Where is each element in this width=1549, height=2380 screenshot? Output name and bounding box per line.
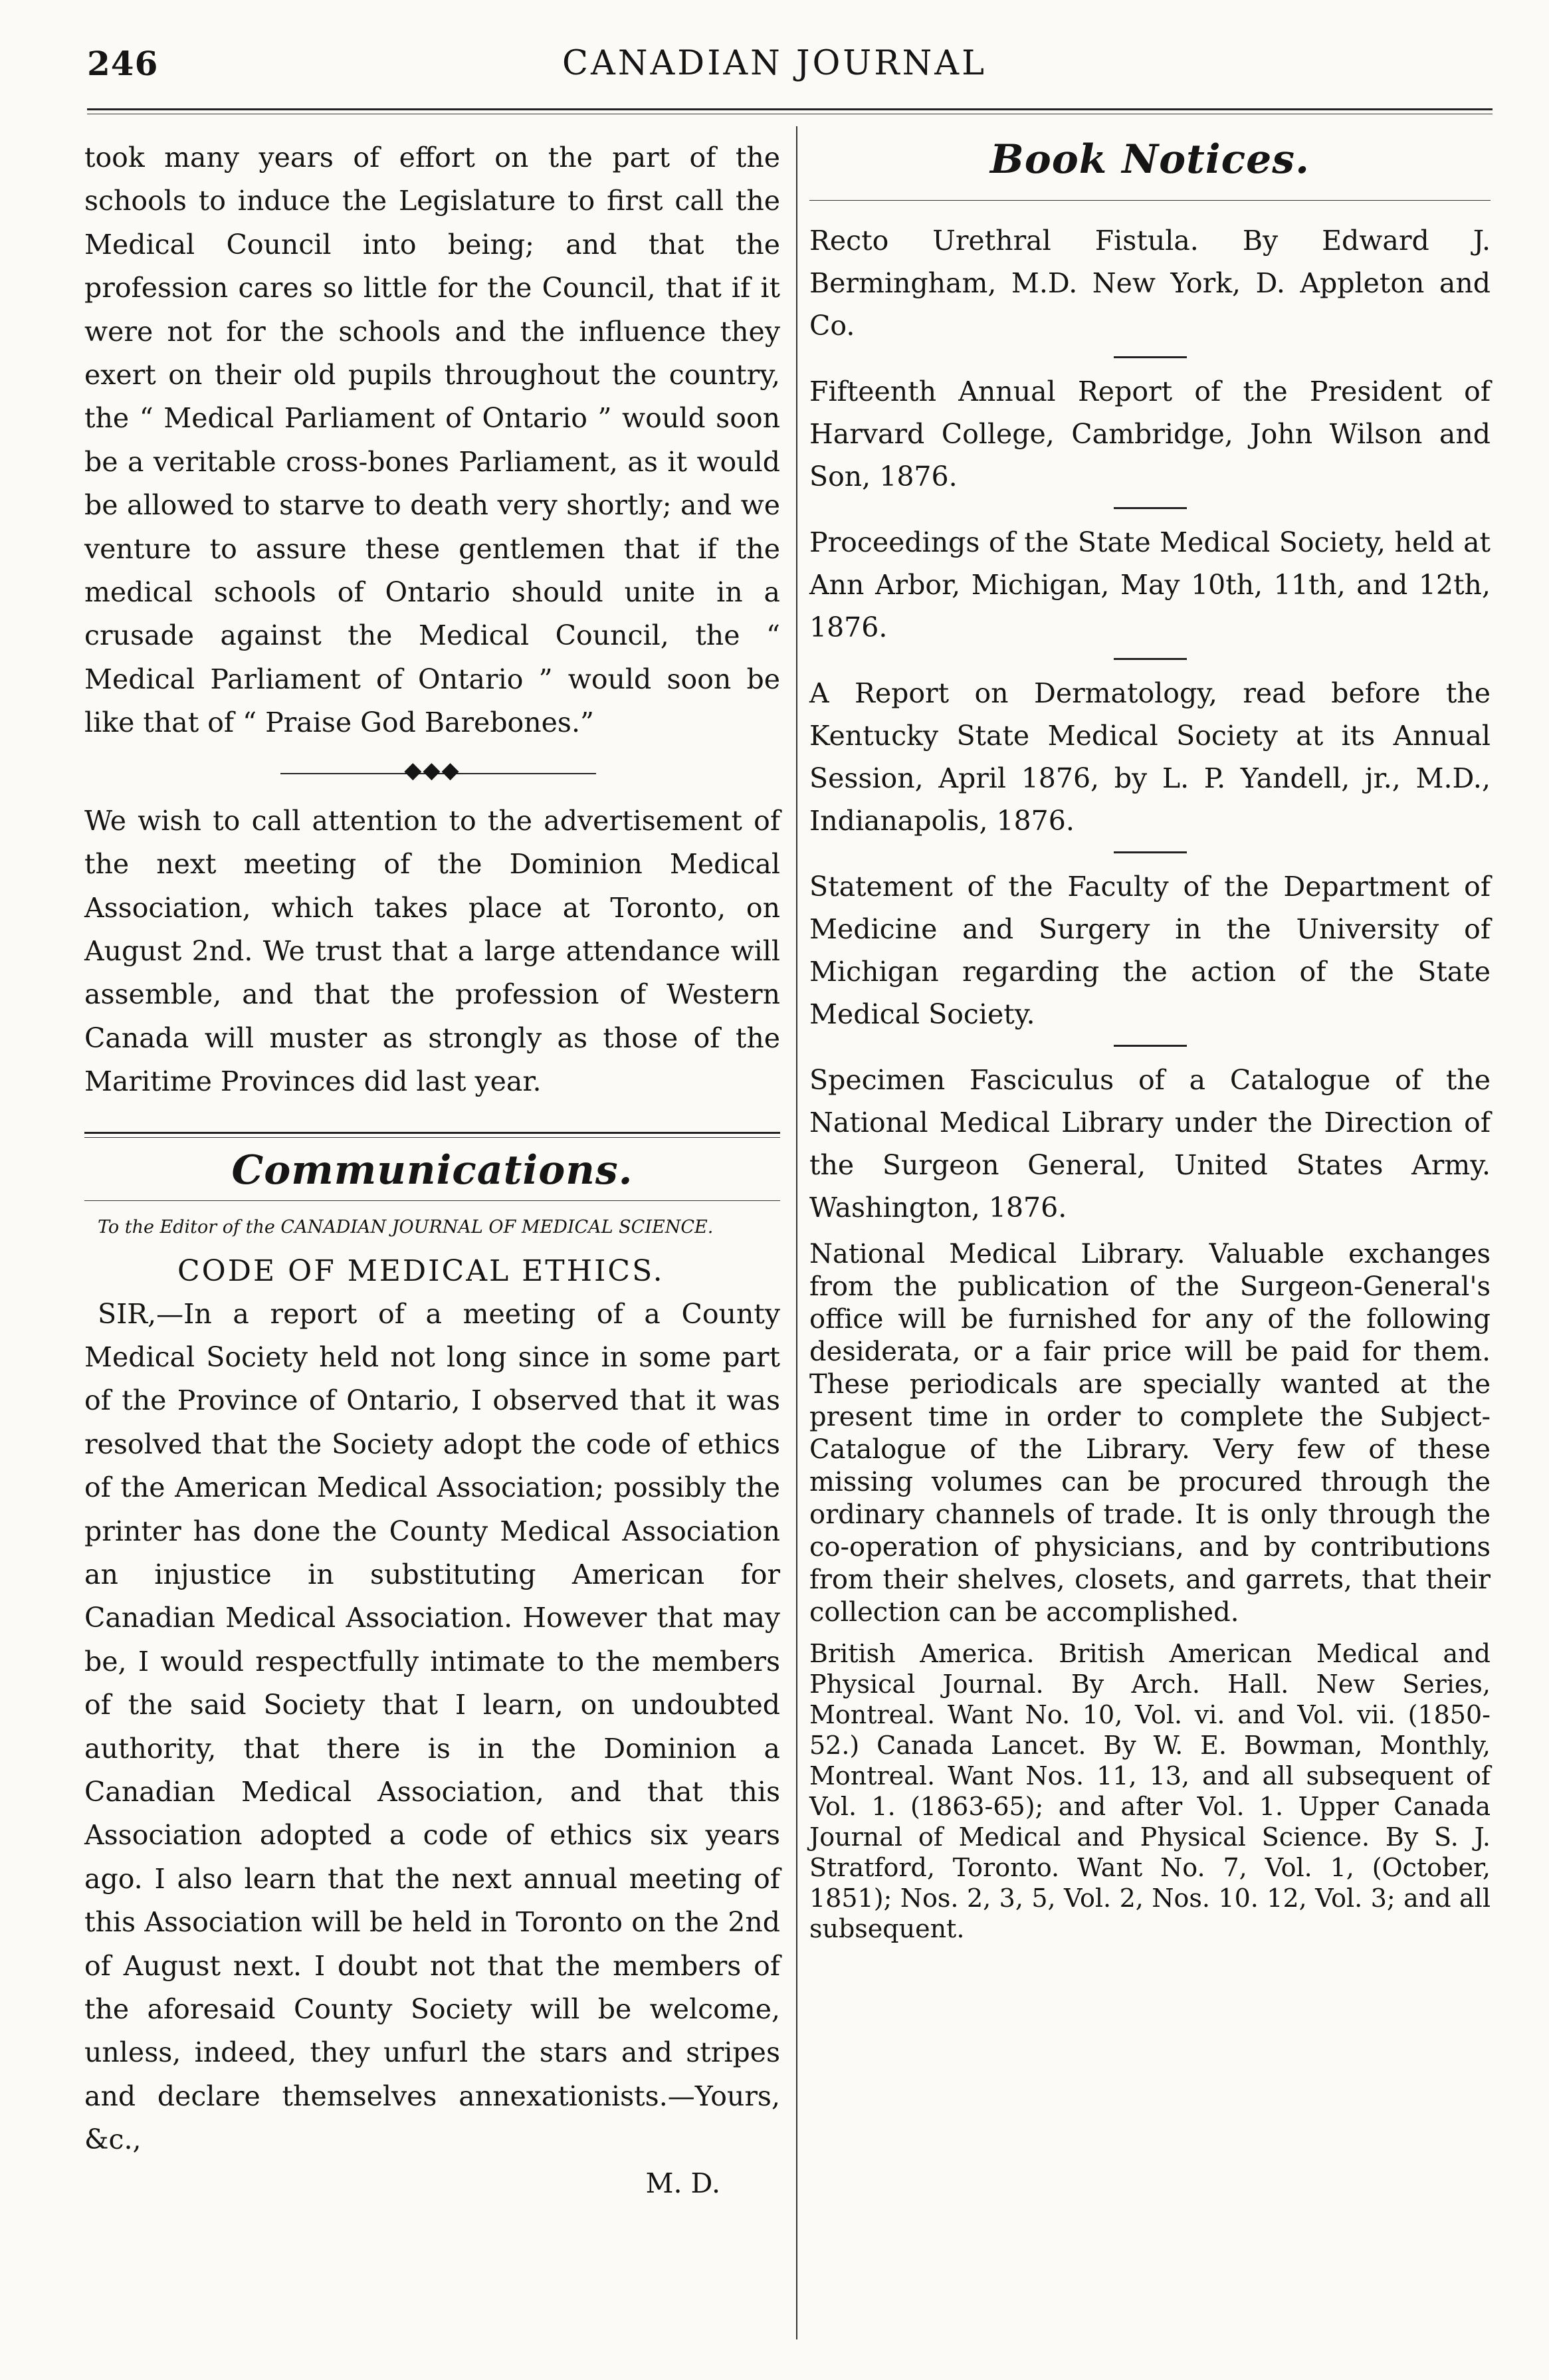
letter-signature: M. D. xyxy=(645,2167,720,2199)
notice-separator xyxy=(1114,1045,1187,1047)
right-column xyxy=(809,136,1491,1944)
notice-british-america: British America. British American Medical and Physical Journal. By Arch. Hall. New Series, Montreal. Want No. 10, Vol. vi. and Vol. vii. (1850-52.) Canada Lancet. By W. E. Bowman, Monthly, Montreal. Want Nos. 11, 13, and all subsequent of Vol. 1. (1863-65); and after Vol. 1. Upper Canada Journal of Medical and Physical Science. By S. J. Stratford, Toronto. Want No. 7, Vol. 1, (October, 1851); Nos. 2, 3, 5, Vol. 2, Nos. 10. 12, Vol. 3; and all subsequent. xyxy=(809,1639,1491,1943)
page-header xyxy=(0,44,1549,97)
article-title: CODE OF MEDICAL ETHICS. xyxy=(177,1253,665,1288)
notice-michigan-statement: Statement of the Faculty of the Department of Medicine and Surgery in the University of Michigan regarding the action of the State Medical Society. xyxy=(809,871,1491,1030)
book-notices-rule xyxy=(809,200,1491,201)
notice-separator xyxy=(1114,851,1187,853)
ornament-glyph: ◆◆◆ xyxy=(404,756,461,784)
page-number: 246 xyxy=(87,44,159,83)
notice-michigan-proceedings: Proceedings of the State Medical Society, held at Ann Arbor, Michigan, May 10th, 11th, and 12th, 1876. xyxy=(809,526,1491,643)
column-divider xyxy=(796,126,797,2339)
running-head: CANADIAN JOURNAL xyxy=(562,44,987,83)
left-column xyxy=(84,136,780,2205)
letter-body: SIR,—In a report of a meeting of a County Medical Society held not long since in some part of the Province of Ontario, I observed that it was resolved that the Society adopt the code of ethics of the American Medical Association; possibly the printer has done the County Medical Association an injustice in substituting American for Canadian Medical Association. However that may be, I would respectfully intimate to the members of the said Society that I learn, on undoubted authority, that there is in the Dominion a Canadian Medical Association, and that this Association adopted a code of ethics six years ago. I also learn that the next annual meeting of this Association will be held in Toronto on the 2nd of August next. I doubt not that the members of the aforesaid County Society will be welcome, unless, indeed, they unfurl the stars and stripes and declare themselves annexationists.—Yours, &c., xyxy=(84,1297,780,2156)
notice-national-medical-library: National Medical Library. Valuable exchanges from the publication of the Surgeon-General's office will be furnished for any of the following desiderata, or a fair price will be paid for them. These periodicals are specially wanted at the present time in order to complete the Subject-Catalogue of the Library. Very few of these missing volumes can be procured through the ordinary channels of trade. It is only through the co-operation of physicians, and by contributions from their shelves, closets, and garrets, that their collection can be accomplished. xyxy=(809,1239,1491,1628)
notice-specimen-fasciculus: Specimen Fasciculus of a Catalogue of the National Medical Library under the Direction of the Surgeon General, United States Army. Washington, 1876. xyxy=(809,1064,1491,1224)
notice-harvard-report: Fifteenth Annual Report of the President of Harvard College, Cambridge, John Wilson and Son, 1876. xyxy=(809,376,1491,492)
editor-address: To the Editor of the CANADIAN JOURNAL OF MEDICAL SCIENCE. xyxy=(98,1216,714,1238)
section-rule-thin xyxy=(84,1137,780,1138)
notice-dermatology: A Report on Dermatology, read before the Kentucky State Medical Society at its Annual Session, April 1876, by L. P. Yandell, jr., M.D., Indianapolis, 1876. xyxy=(809,677,1491,837)
book-notices-heading: Book Notices. xyxy=(990,136,1310,183)
section-rule xyxy=(84,1132,780,1134)
editorial-paragraph-1: took many years of effort on the part of the schools to induce the Legislature to first call the Medical Council into being; and that the profession cares so little for the Council, that if it were not for the schools and the influence they exert on their old pupils throughout the country, the “ Medical Parliament of Ontario ” would soon be a veritable cross-bones Parliament, as it would be allowed to starve to death very shortly; and we venture to assure these gentlemen that if the medical schools of Ontario should unite in a crusade against the Medical Council, the “ Medical Parliament of Ontario ” would soon be like that of “ Praise God Barebones.” xyxy=(84,142,780,739)
header-rule xyxy=(87,108,1493,110)
notice-separator xyxy=(1114,658,1187,660)
communications-heading: Communications. xyxy=(231,1146,633,1194)
ornamental-divider xyxy=(84,754,780,793)
notice-separator xyxy=(1114,507,1187,509)
editorial-paragraph-2: We wish to call attention to the advertisement of the next meeting of the Dominion Medical Association, which takes place at Toronto, on August 2nd. We trust that a large attendance will assemble, and that the profession of Western Canada will muster as strongly as those of the Maritime Provinces did last year. xyxy=(84,804,780,1098)
notice-separator xyxy=(1114,356,1187,358)
notice-recto-urethral: Recto Urethral Fistula. By Edward J. Bermingham, M.D. New York, D. Appleton and Co. xyxy=(809,225,1491,342)
heading-rule xyxy=(84,1200,780,1201)
